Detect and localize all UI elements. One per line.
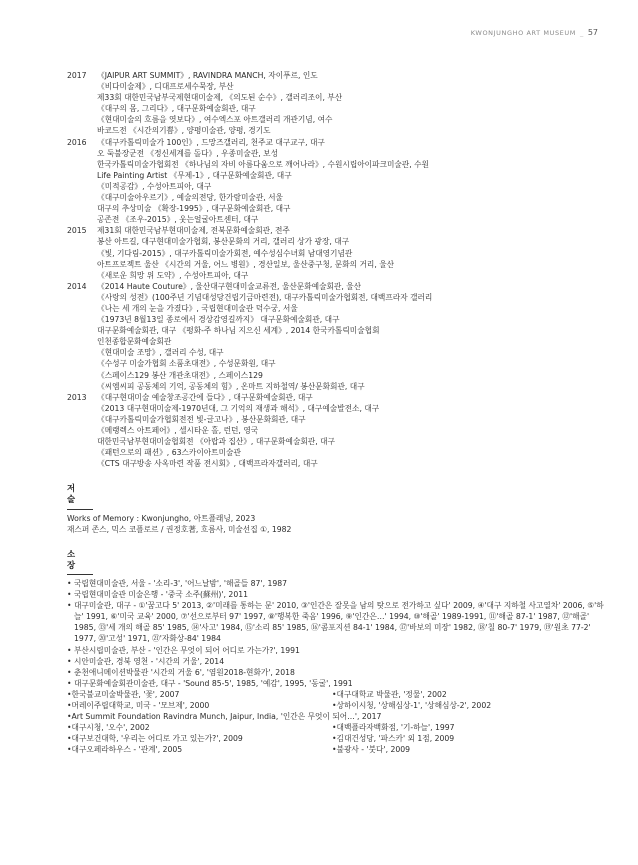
collection-item [67,744,332,755]
collection-item [67,589,607,600]
page-number: 57 [587,28,598,37]
exhibition-entries [97,137,607,226]
bullet-icon: • [67,645,72,655]
exhibition-entries [97,225,607,280]
collection-item [67,722,332,733]
exhibition-entry: 《2013 대구현대미술제-1970년대, 그 기억의 재생과 해석》, 대구예술발전소, 대구 [97,403,380,413]
exhibition-entry: 《대구현대미술 예술창조공간에 들다》, 대구문화예술회관, 대구 [97,392,313,402]
exhibition-entry: 아트프로젝트 울산 《시간의 거울, 어느 병원》, 경산일보, 울산중구청, 문화의 거리, 울산 [97,259,395,269]
exhibition-entry: 《1973년 8월13일 종로에서 경상감영길까지》 대구문화예술회관, 대구 [97,315,340,325]
exhibition-entry: 오 둑불장군전 《정신세계를 돌다》, 우종미술관, 보성 [97,148,279,158]
bullet-icon: • [67,667,72,677]
collection-text: 대구문화예술회관미술관, 대구 - 'Sound 85-5', 1985, '예감', 1995, '동굴', 1991 [74,678,353,688]
exhibition-year: 2016 [67,137,87,147]
bullet-icon: • [332,689,337,699]
exhibition-entry: 대구문화예술회관, 대구 《평화-주 하나님 지으신 세계》, 2014 한국카톨릭미술협회 [97,326,380,336]
collection-spacer [332,711,607,722]
exhibition-entry: 《대구미술아우르기》, 예술의전당, 한가람미술관, 서울 [97,193,283,203]
collection-text: 대구미술관, 대구 - ①'꿈고다 5' 2013, ②'미래를 통하는 문' 2010, ③'인간은 잘못을 남의 탓으로 전가하고 싶다' 2009, ④'대구 지하철 사고열차' 2006, ⑤'하늘' 1991, ⑥'미국 교육' 2000, ⑦'선으로부터 97' 1997, ⑧'행복한 죽음' 1996, ⑨'인간은…' 1994, ⑩'해골' 1989-1991, ⑪'해골 87-1' 1987, ⑫'해골' 1985, ⑬'세 개의 해골 85' 1985, ⑭'사고' 1984, ⑮'소리 85' 1985, ⑯'콤포지션 84-1' 1984, ⑰'바보의 미장' 1982, ⑱'칠 80-7' 1979, ⑲'원초 77-2' 1977, ⑳'고성' 1971, ㉑'자화상-84' 1984 [74,601,604,644]
exhibition-entry: 공존전 《조우-2015》, 웃는얼굴아트센터, 대구 [97,215,259,225]
collection-item [67,711,382,722]
page-header [471,28,598,37]
exhibition-entry: 대구의 추상미술 《확장-1995》, 대구문화예술회관, 대구 [97,204,291,214]
bullet-icon: • [332,734,337,744]
exhibition-entry: 《CTS 대구방송 사옥마련 작품 전시회》, 대백프라자갤러리, 대구 [97,459,318,469]
bullet-icon: • [67,734,72,744]
bullet-icon: • [67,712,72,722]
collection-text: 상하이시청, '상해심상-1', '상해심상-2', 2002 [336,700,492,710]
exhibition-year: 2017 [67,71,87,80]
exhibition-entry: 《패턴으로의 패션》, 63스카이아트미술관 [97,448,241,458]
collection-text: 부산시립미술관, 부산 - '인간은 무엇이 되어 어디로 가는가?', 1991 [74,645,300,655]
header-separator: _ [579,29,584,37]
collection-item [67,667,607,678]
collection-text: 머레이주립대학교, 미국 - '모브제', 2000 [71,700,210,710]
exhibition-year: 2013 [67,392,87,402]
bullet-icon: • [67,601,72,611]
exhibition-year: 2015 [67,226,87,236]
exhibition-entry: 《수성구 미술가협회 소품초대전》, 수성문화원, 대구 [97,359,276,369]
collection-item [332,722,607,733]
exhibition-entry: 인천종합문화예술회관 [97,337,172,347]
exhibition-entry: 한국카톨릭미술가협회전 《하나님의 자비 아름다움으로 깨어나라》, 수원시립아이파크미술관, 수원 [97,159,429,169]
collections-list [67,578,607,689]
exhibition-entry: 《나는 세 개의 눈을 가졌다》, 국립현대미술관 덕수궁, 서울 [97,303,298,313]
bullet-icon: • [67,656,72,666]
collection-text: 김대건성당, '파스카' 외 1점, 2009 [336,734,455,744]
collection-text: 대구보건대학, '우리는 어디로 가고 있는가?', 2009 [71,734,243,744]
page-content [67,70,607,755]
collection-text: 대백플라자백화점, '기-하늘', 1997 [336,723,455,733]
exhibition-entry: 《새로운 희망 위 도약》, 수성아트피아, 대구 [97,270,249,280]
collection-item [67,689,332,700]
bullet-icon: • [67,745,72,755]
exhibition-entry: 《메랭렉스 아트페어》, 셀시타운 홀, 런던, 영국 [97,426,259,435]
collection-text: 국립현대미술관 미술은행 - '중국 소주(蘇州)', 2011 [74,590,248,600]
exhibition-entry: 《대구카톨릭미술가협회전전 빛-글고나》, 봉산문화회관, 대구 [97,414,306,424]
bullet-icon: • [332,723,337,733]
exhibition-entry: 《사랑의 성전》(100주년 기념대성당건립기금마련전), 대구카톨릭미술가협회전, 대백프라자 갤러리 [97,292,433,302]
collection-item [332,744,607,755]
publication-item: 재스퍼 존스, 믹스 코플로르 / 권정호著, 흐름사, 미술선집 ①, 1982 [67,524,292,534]
exhibition-year-block [67,137,607,226]
collections-two-column [67,689,607,756]
exhibition-year-block [67,225,607,280]
bullet-icon: • [332,745,337,755]
exhibition-entry: 《씨엠씨피 공동체의 기억, 공동체의 힘》, 온마트 지하철역/ 봉산문화회관, 대구 [97,381,365,391]
museum-name: KWONJUNGHO ART MUSEUM [470,29,576,37]
bullet-icon: • [67,590,72,600]
exhibition-entry: 《대구의 몸, 그리다》, 대구문화예술회관, 대구 [97,104,256,114]
exhibition-entry: 《미적공감》, 수성아트피아, 대구 [97,181,212,191]
collection-text: 국립현대미술관, 서울 - '소리-3', '어느날밤', '해골들 87', 1987 [74,578,288,588]
collection-item [67,578,607,589]
collections-title: 소 장 [67,549,93,575]
collection-text: 대구시청, '오수', 2002 [71,723,150,733]
collection-item [67,700,332,711]
exhibition-year-block [67,70,607,137]
collection-item [67,733,332,744]
exhibition-entries [97,392,607,470]
collections-right-column [332,689,607,756]
bullet-icon: • [67,678,72,688]
bullet-icon: • [67,723,72,733]
collections-section [67,549,607,756]
exhibition-entry: 《현대미술 조망》, 갤러리 수성, 대구 [97,348,224,358]
exhibition-entry: 《2014 Haute Couture》, 울산대구현대미술교류전, 울산문화예술회관, 울산 [97,281,362,291]
collection-text: 대구오페라하우스 - '관계', 2005 [71,745,183,755]
exhibition-entry: 《빛, 기다림-2015》, 대구카톨릭미술가회전, 예수성심수녀회 남대영기념관 [97,248,353,258]
exhibition-entry: 대한민국남부현대미술협회전 《아랍과 집산》, 대구문화예술회관, 대구 [97,437,335,447]
exhibition-entry: 봉산 아트길, 대구현대미술가협회, 봉산문화의 거리, 갤러리 상가 광장, 대구 [97,237,350,247]
exhibition-entry: 《JAIPUR ART SUMMIT》, RAVINDRA MANCH, 자이푸르, 인도 [97,71,318,80]
collection-item [332,700,607,711]
exhibition-entry: 제33회 대한민국남부국제현대미술제, 《의도된 순수》, 갤러리조이, 부산 [97,93,343,103]
exhibition-entry: 《현대미술의 흐름을 엿보다》, 여수엑스포 아트갤러리 개관기념, 여수 [97,115,333,125]
exhibition-entry: 《스페이스129 봉산 개관초대전》, 스페이스129 [97,370,263,380]
collection-item [67,600,607,644]
publications-section [67,483,607,534]
publications-title: 저 술 [67,483,93,509]
collection-text: Art Summit Foundation Ravindra Munch, Jaipur, India, '인간은 무엇이 되어…', 2017 [71,712,382,722]
collection-item [67,678,607,689]
collection-item [332,733,607,744]
exhibition-year-block [67,281,607,392]
exhibition-year-block [67,392,607,470]
collection-text: 춘천애니메이션박물관 '시간의 거울 6', '염원2018-현화가', 2018 [74,667,295,677]
exhibition-list [67,70,607,469]
bullet-icon: • [332,700,337,710]
exhibition-entries [97,281,607,392]
bullet-icon: • [67,689,72,699]
collection-text: 한국불교미술박물관, '꽃', 2007 [71,689,180,699]
collection-text: 불광사 - '붓다', 2009 [336,745,411,755]
exhibition-entry: 《대구카톨릭미술가 100인》, 드망즈갤러리, 천주교 대구교구, 대구 [97,137,325,147]
collection-text: 시안미술관, 경북 영천 - '시간의 거울', 2014 [74,656,225,666]
publication-item: Works of Memory : Kwonjungho, 아트플래닝, 2023 [67,513,256,523]
exhibition-entry: 바코드전 《시간의기쁨》, 양평미술관, 양평, 경기도 [97,126,271,136]
collection-text: 대구대학교 박물관, '정물', 2002 [336,689,447,699]
exhibition-year: 2014 [67,281,87,291]
exhibition-entry: 《비다미술제》, 디대프로세수묵장, 부산 [97,82,234,92]
collection-item [67,656,607,667]
exhibition-entries [97,70,607,137]
bullet-icon: • [67,578,72,588]
collection-item [67,645,607,656]
exhibition-entry: 제31회 대한민국남부현대미술제, 전북문화예술회관, 전주 [97,226,290,236]
bullet-icon: • [67,700,72,710]
exhibition-entry: Life Painting Artist 《무제-1》, 대구문화예술회관, 대구 [97,170,292,180]
collection-item [332,689,607,700]
